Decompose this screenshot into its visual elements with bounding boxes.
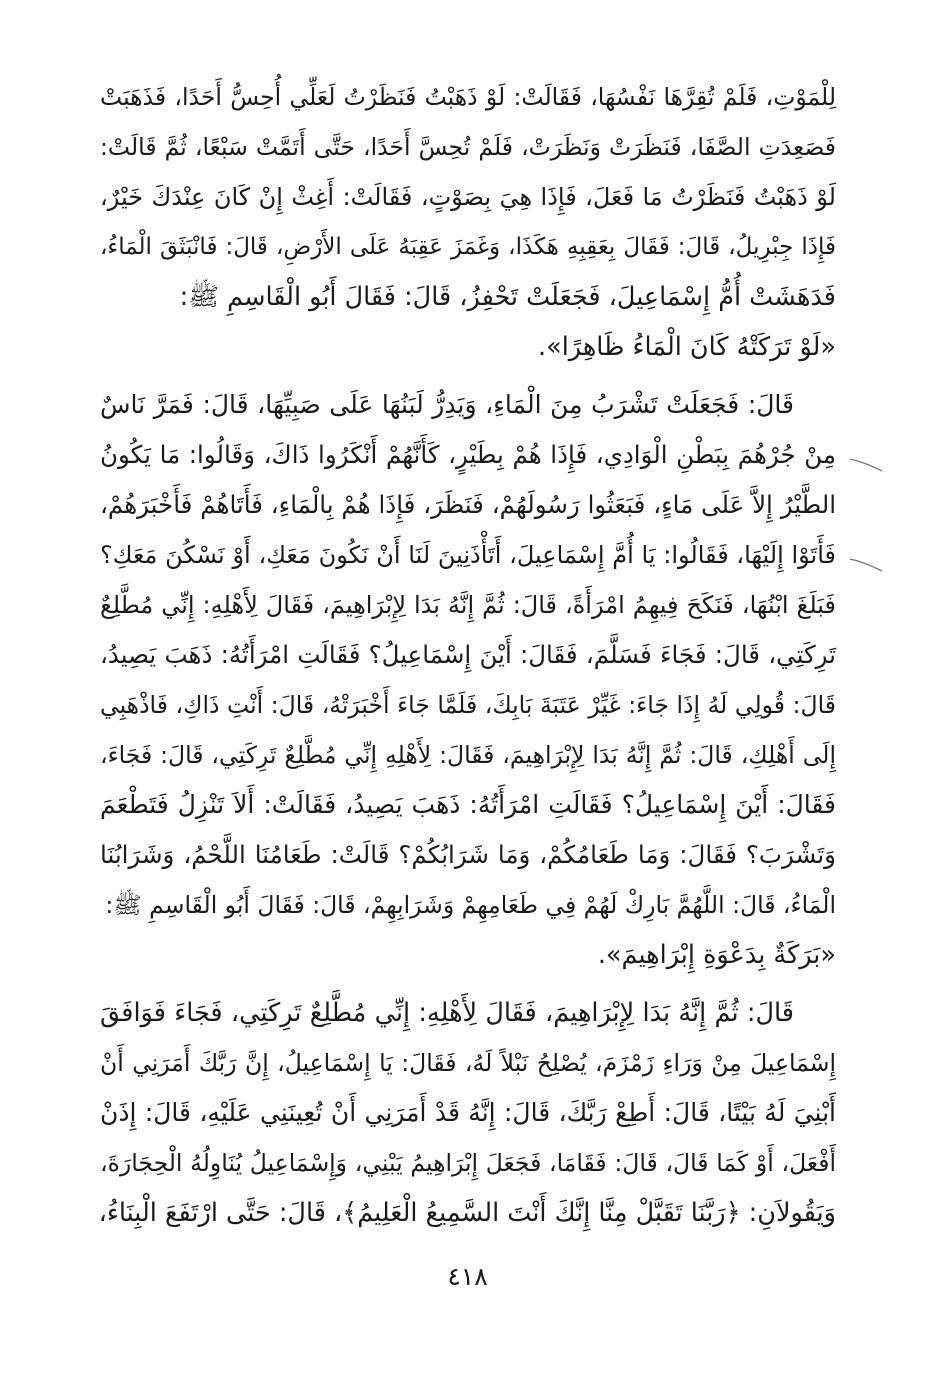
text-line-13: قَالَ: قُولِي لَهُ إِذَا جَاءَ: غَيِّرْ عَتَبَةَ بَابِكَ، فَلَمَّا جَاءَ أَخْبَرَتْهُ، قَالَ: أَنْتِ ذَاكِ، فَاذْهَبِي	[100, 691, 836, 719]
text-line-12: تَرِكَتِي، قَالَ: فَجَاءَ فَسَلَّمَ، فَقَالَ: أَيْنَ إِسْمَاعِيلُ؟ فَقَالَتِ امْرَأَتُهُ: ذَهَبَ يَصِيدُ،	[100, 640, 836, 669]
text-line-22: أَفْعَلَ، أَوْ كَمَا قَالَ، قَالَ: فَقَامَا، فَجَعَلَ إِبْرَاهِيمُ يَبْنِي، وَإِسْمَاعِيلُ يُنَاوِلُهُ الْحِجَارَةَ،	[100, 1149, 836, 1177]
hadith-quote-2: «بَرَكَةٌ بِدَعْوَةِ إِبْرَاهِيمَ».	[597, 940, 836, 970]
text-line-8: مِنْ جُرْهُمَ بِبَطْنِ الْوَادِي، فَإِذَا هُمْ بِطَيْرٍ، كَأَنَّهُمْ أَنْكَرُوا ذَاكَ، وَقَالُوا: مَا يَكُونُ	[100, 440, 836, 469]
text-line-3: لَوْ ذَهَبْتُ فَنَظَرْتُ مَا فَعَلَ، فَإِذَا هِيَ بِصَوْتٍ، فَقَالَتْ: أَغِثْ إِنْ كَانَ عِنْدَكَ خَيْرٌ،	[100, 183, 836, 211]
text-line-9: الطَّيْرُ إِلاَّ عَلَى مَاءٍ، فَبَعَثُوا رَسُولَهُمْ، فَنَظَرَ، فَإِذَا هُمْ بِالْمَاءِ، فَأَتَاهُمْ فَأَخْبَرَهُمْ،	[100, 490, 836, 519]
margin-pencil-mark-1	[848, 455, 886, 475]
text-line-21: أَبْنِيَ لَهُ بَيْتًا، قَالَ: أَطِعْ رَبَّكَ، قَالَ: إِنَّهُ قَدْ أَمَرَنِي أَنْ تُعِينَنِي عَلَيْهِ، قَالَ: إِذَنْ	[100, 1098, 836, 1127]
text-line-5: فَدَهَشَتْ أُمُّ إِسْمَاعِيلَ، فَجَعَلَتْ تَحْفِزُ، قَالَ: فَقَالَ أَبُو الْقَاسِمِ ﷺ:	[179, 282, 836, 312]
text-line-11: فَبَلَغَ ابْنُهَا، فَنَكَحَ فِيهِمُ امْرَأَةً، قَالَ: ثُمَّ إِنَّهُ بَدَا لِإِبْرَاهِيمَ، فَقَالَ لِأَهْلِهِ: إِنِّي مُطَّلِعٌ	[100, 591, 836, 619]
text-line-15: فَقَالَ: أَيْنَ إِسْمَاعِيلُ؟ فَقَالَتِ امْرَأَتُهُ: ذَهَبَ يَصِيدُ، فَقَالَتْ: أَلاَ تَنْزِلُ فَتَطْعَمَ	[100, 790, 836, 819]
text-line-20: إِسْمَاعِيلَ مِنْ وَرَاءِ زَمْزَمَ، يُصْلِحُ نَبْلاً لَهُ، فَقَالَ: يَا إِسْمَاعِيلُ، إِنَّ رَبَّكَ أَمَرَنِي أَنْ	[100, 1049, 836, 1077]
text-line-2: فَصَعِدَتِ الصَّفَا، فَنَظَرَتْ وَنَظَرَتْ، فَلَمْ تُحِسَّ أَحَدًا، حَتَّى أَتَمَّتْ سَبْعًا، ثُمَّ قَالَتْ:	[100, 133, 836, 161]
paragraph-2-start: قَالَ: فَجَعَلَتْ تَشْرَبُ مِنَ الْمَاءِ، وَيَدِرُّ لَبَنُهَا عَلَى صَبِيِّهَا، قَالَ: فَمَرَّ نَاسٌ	[100, 390, 794, 419]
text-line-23: وَيَقُولاَنِ: ﴿رَبَّنَا تَقَبَّلْ مِنَّا إِنَّكَ أَنْتَ السَّمِيعُ الْعَلِيمُ﴾، قَالَ: حَتَّى ارْتَفَعَ الْبِنَاءُ،	[98, 1198, 836, 1228]
paragraph-3-start: قَالَ: ثُمَّ إِنَّهُ بَدَا لِإِبْرَاهِيمَ، فَقَالَ لِأَهْلِهِ: إِنِّي مُطَّلِعٌ تَرِكَتِي، فَجَاءَ فَوَافَقَ	[100, 998, 794, 1028]
text-line-1: لِلْمَوْتِ، فَلَمْ تُقِرَّهَا نَفْسُهَا، فَقَالَتْ: لَوْ ذَهَبْتُ فَنَظَرْتُ لَعَلِّي أُحِسُّ أَحَدًا، فَذَهَبَتْ	[100, 83, 836, 111]
margin-pencil-mark-2	[848, 555, 886, 575]
text-line-16: وَتَشْرَبَ؟ فَقَالَ: وَمَا طَعَامُكُمْ، وَمَا شَرَابُكُمْ؟ قَالَتْ: طَعَامُنَا اللَّحْمُ، وَشَرَابُنَا	[100, 840, 836, 869]
text-line-17: الْمَاءُ، قَالَ: اللَّهُمَّ بَارِكْ لَهُمْ فِي طَعَامِهِمْ وَشَرَابِهِمْ، قَالَ: فَقَالَ أَبُو الْقَاسِمِ ﷺ:	[105, 891, 836, 919]
hadith-quote-1: «لَوْ تَرَكَتْهُ كَانَ الْمَاءُ ظَاهِرًا».	[537, 332, 836, 362]
text-line-4: فَإِذَا جِبْرِيلُ، قَالَ: فَقَالَ بِعَقِبِهِ هَكَذَا، وَغَمَزَ عَقِبَهُ عَلَى الأَرْضِ، قَالَ: فَانْبَثَقَ الْمَاءُ،	[100, 234, 836, 260]
text-line-14: إِلَى أَهْلِكِ، قَالَ: ثُمَّ إِنَّهُ بَدَا لِإِبْرَاهِيمَ، فَقَالَ: لِأَهْلِهِ إِنِّي مُطَّلِعٌ تَرِكَتِي، قَالَ: فَجَاءَ،	[100, 741, 836, 769]
text-line-10: فَأَتَوْا إِلَيْهَا، فَقَالُوا: يَا أُمَّ إِسْمَاعِيلَ، أَتَأْذَنِينَ لَنَا أَنْ نَكُونَ مَعَكِ، أَوْ نَسْكُنَ مَعَكِ؟	[100, 541, 836, 569]
page-number: ٤١٨	[447, 1262, 488, 1291]
